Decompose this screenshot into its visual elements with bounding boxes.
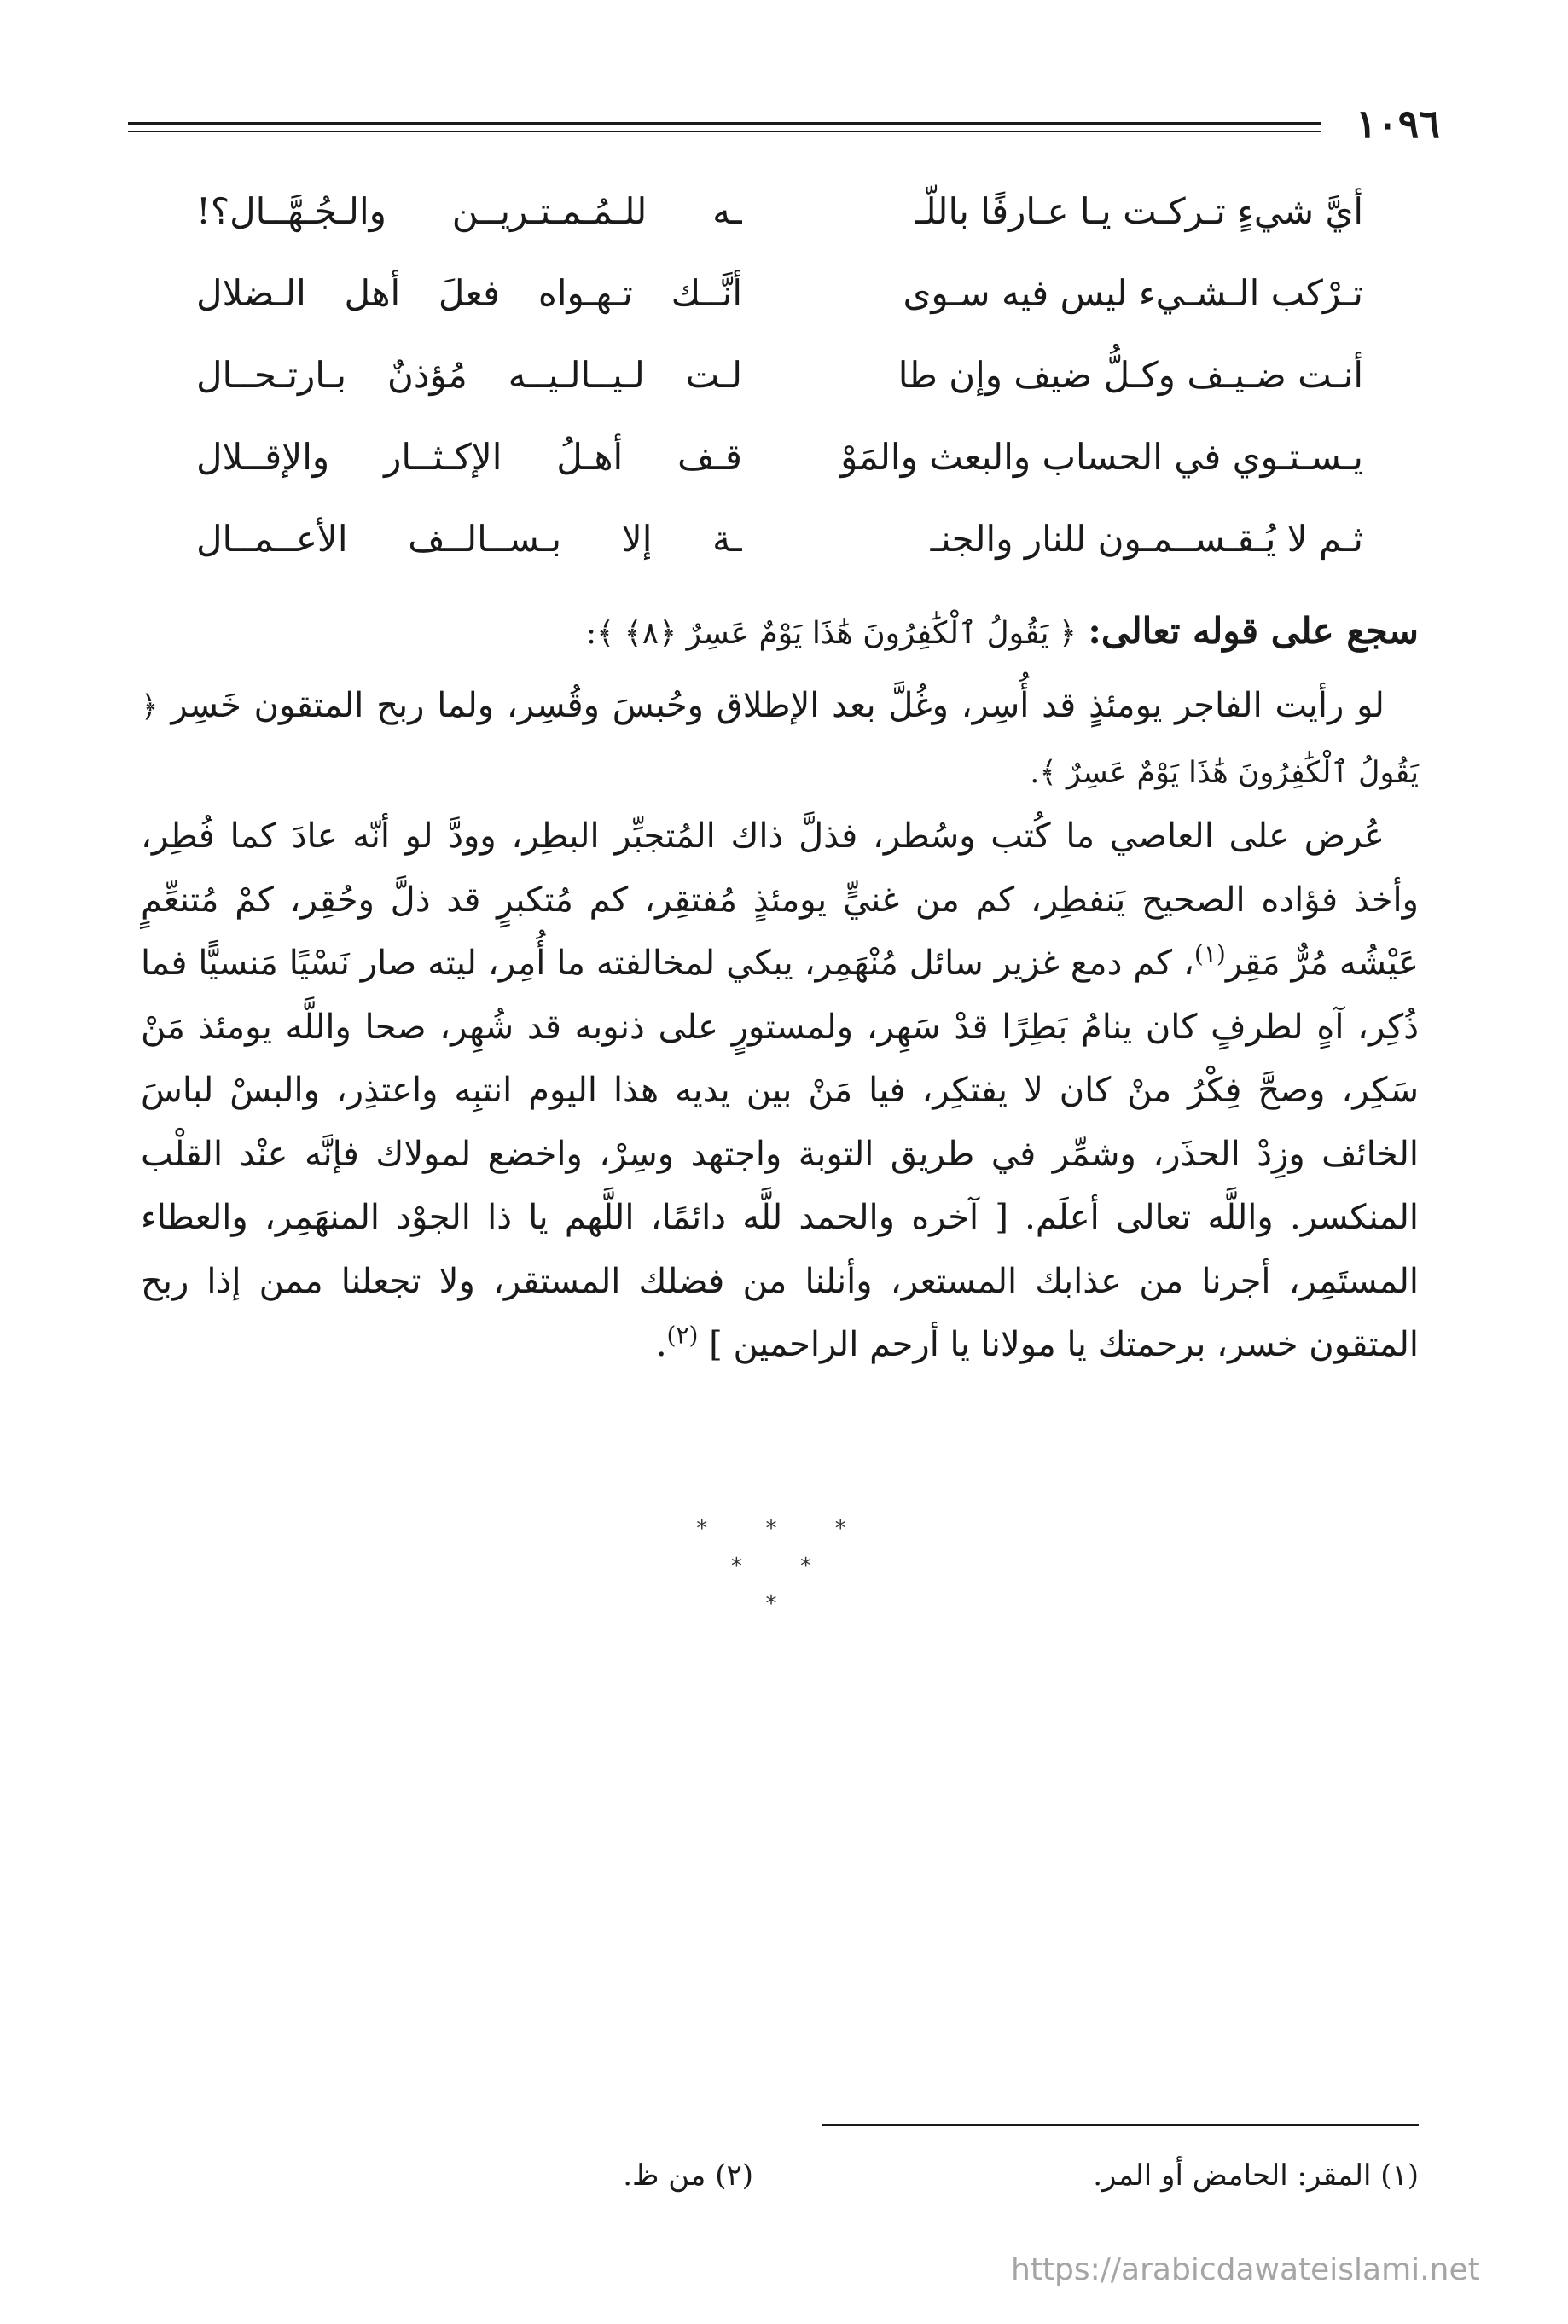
paragraph-text: لو رأيت الفاجر يومئذٍ قد أُسِر، وغُلَّ بعد الإطلاق وحُبسَ وقُسِر، ولما ربح المتقون خَسِر [171,686,1385,725]
poem [196,171,1363,580]
paragraph [141,674,1419,805]
watermark-url: https://arabicdawateislami.net [1011,2252,1480,2287]
poem-verse [196,171,1363,253]
header-rule-bottom [128,131,1321,132]
section-heading-verse: ﴿ يَقُولُ ٱلْكَٰفِرُونَ هَٰذَا يَوْمٌ عَسِرٌ ﴿٨﴾ ﴾: [585,616,1077,651]
footnotes [149,2150,1419,2201]
verse-first-hemistich: أيَّ شيءٍ تـركـت يـا عـارفًا باللّـ [915,190,1363,232]
poem-verse [196,416,1363,498]
paragraph-end: . [655,1325,667,1364]
paragraph [141,805,1419,1377]
verse-first-hemistich: يـسـتـوي في الحساب والبعث والمَوْ [840,436,1363,478]
section-heading-label: سجع على قوله تعالى: [1088,610,1419,652]
verse-first-hemistich: تـرْكب الـشـيء ليس فيه سـوى [903,272,1363,314]
header-rule-top [128,122,1321,125]
prose-body [141,674,1419,1377]
poem-verse [196,253,1363,334]
paragraph-text: ، كم دمع غزير سائل مُنْهَمِر، يبكي لمخالفته ما أُمِر، ليته صار نَسْيًا مَنسيًّا فما ذُكِر، آهٍ لطرفٍ كان ينامُ بَطِرًا قدْ سَهِر، ولمستورٍ على ذنوبه قد شُهِر، صحا واللَّه يومئذ مَنْ سَكِر، وصحَّ فِكْرُ منْ كان لا يفتكِر، فيا مَنْ بين يديه هذا اليوم انتبِه واعتذِر، والبسْ لباسَ الخائف وزِدْ الحذَر، وشمِّر في طريق التوبة واجتهد وسِرْ، واخضع لمولاك فإنَّه عنْد القلْب المنكسر. واللَّه تعالى أعلَم. [ آخره والحمد للَّه دائمًا، اللَّهم يا ذا الجوْد المنهَمِر، والعطاء المستَمِر، أجرنا من عذابك المستعر، وأنلنا من فضلك المستقر، ولا تجعلنا ممن إذا ربح المتقون خسر، برحمتك يا مولانا يا أرحم الراحمين ] [141,944,1419,1364]
footnote-ref[interactable]: (٢) [666,1321,699,1350]
verse-second-hemistich: أنَّــك تـهـواه فعلَ أهل الـضلال [196,272,742,314]
footnote: (١) المقر: الحامض أو المر. [1093,2158,1419,2193]
verse-second-hemistich: لـت لـيــالـيــه مُؤذنٌ بـارتـحــال [196,354,742,396]
verse-second-hemistich: قـف أهـلُ الإكـثــار والإقــلال [196,436,742,478]
paragraph-text: عُرض على العاصي ما كُتب وسُطر، فذلَّ ذاك المُتجبِّر البطِر، وودَّ لو أنّه عادَ كما فُطِر، وأخذ فؤاده الصحيح يَنفطِر، كم من غنيٍّ يومئذٍ مُفتقِر، كم مُتكبرٍ قد ذلَّ وحُقِر، كمْ مُتنعِّمٍ عَيْشُه مُرٌّ مَقِر [141,816,1419,983]
separator-stars: * [765,1591,803,1617]
poem-verse [196,334,1363,416]
separator-stars: * * * [696,1516,872,1542]
quran-quote: ﴿ يَقُولُ ٱلْكَٰفِرُونَ هَٰذَا يَوْمٌ عَسِرٌ ﴾. [141,690,1419,790]
separator-stars: * * [730,1554,838,1579]
section-separator [0,1510,1568,1623]
verse-first-hemistich: أنـت ضـيـف وكـلُّ ضيف وإن طا [897,354,1363,396]
footnote: (٢) من ظ. [623,2158,753,2193]
footnote-ref[interactable]: (١) [1193,939,1226,968]
page-number: ١٠٩٦ [1356,101,1440,147]
verse-second-hemistich: ـة إلا بـســالــف الأعــمــال [196,518,742,560]
footnote-rule [822,2124,1419,2126]
page-header [128,98,1440,149]
poem-verse [196,498,1363,580]
section-heading [149,597,1419,668]
verse-second-hemistich: ـه للـمُـمـتـريــن والـجُـهَّــال؟! [196,190,742,232]
verse-first-hemistich: ثـم لا يُـقـســمـون للنار والجنـ [930,518,1363,560]
